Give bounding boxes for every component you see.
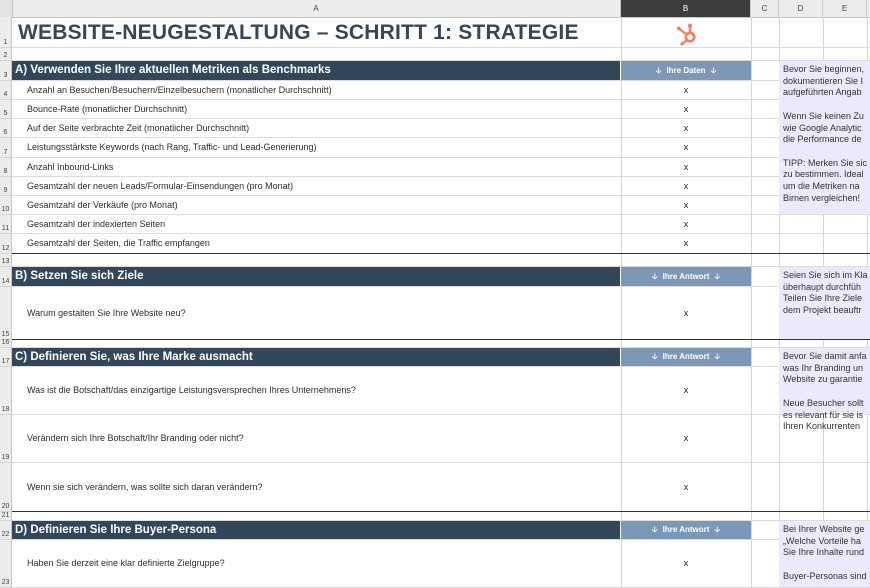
- row-header[interactable]: 8: [0, 158, 12, 177]
- question-label: Leistungsstärkste Keywords (nach Rang, Traffic- und Lead-Generierung): [27, 142, 317, 152]
- row-gridline: [12, 176, 870, 177]
- arrow-down-icon: 🡣: [655, 66, 662, 75]
- row-header[interactable]: 13: [0, 254, 12, 267]
- answer-cell[interactable]: x: [683, 84, 689, 95]
- section-column-label: [621, 348, 751, 366]
- question-label: Bounce-Rate (monatlicher Durchschnitt): [27, 103, 188, 114]
- row-header[interactable]: 15: [0, 287, 12, 340]
- instruction-note: Bei Ihrer Website ge „Welche Vorteile ha Sie Ihre Inhalte rund Buyer-Personas sind: [779, 521, 870, 587]
- question-label: Gesamtzahl der Verkäufe (pro Monat): [27, 199, 178, 210]
- answer-cell[interactable]: x: [683, 307, 689, 318]
- row-header[interactable]: 14: [0, 267, 12, 287]
- hubspot-sprocket-icon: [675, 22, 699, 46]
- section-heading: C) Definieren Sie, was Ihre Marke ausmacht: [12, 348, 620, 366]
- column-header-d[interactable]: D: [779, 0, 823, 17]
- answer-cell[interactable]: x: [683, 481, 689, 492]
- answer-cell[interactable]: x: [683, 218, 689, 229]
- row-gridline: [12, 366, 870, 367]
- instruction-note: Seien Sie sich im Kla überhaupt durchfüh Teilen Sie Ihre Ziele dem Projekt beauftr: [779, 267, 870, 339]
- column-label-text: Ihre Antwort: [662, 272, 710, 281]
- row-header[interactable]: 12: [0, 234, 12, 254]
- row-header[interactable]: 21: [0, 512, 12, 521]
- answer-cell[interactable]: x: [683, 142, 689, 152]
- section-column-label: [621, 61, 751, 80]
- row-gridline: [12, 157, 870, 158]
- question-label: Haben Sie derzeit eine klar definierte Zielgruppe?: [27, 558, 225, 568]
- column-label-text: Ihre Antwort: [662, 525, 710, 534]
- column-gridline: [751, 17, 752, 588]
- row-gridline: [12, 539, 870, 540]
- section-column-label: [621, 521, 751, 539]
- row-header[interactable]: 3: [0, 61, 12, 81]
- question-label: Gesamtzahl der neuen Leads/Formular-Einsendungen (pro Monat): [27, 180, 294, 191]
- arrow-down-icon: 🡣: [651, 352, 658, 361]
- row-gridline: [12, 47, 870, 48]
- row-header[interactable]: 16: [0, 340, 12, 348]
- row-header[interactable]: 9: [0, 177, 12, 196]
- section-divider: [12, 511, 870, 512]
- section-column-label: [621, 267, 751, 286]
- question-label: Warum gestalten Sie Ihre Website neu?: [27, 307, 186, 318]
- row-gridline: [12, 118, 870, 119]
- instruction-note: Bevor Sie beginnen, dokumentieren Sie I aufgeführten Angab Wenn Sie keinen Zu wie Google Analytic die Performance de TIPP: Merken Sie sic zu bestimmen. Ideal um die Metriken na Birnen vergleichen!: [779, 61, 870, 214]
- answer-cell[interactable]: x: [683, 385, 689, 395]
- row-gridline: [12, 195, 870, 196]
- row-header[interactable]: 4: [0, 81, 12, 100]
- arrow-down-icon: 🡣: [710, 66, 717, 75]
- question-label: Verändern sich Ihre Botschaft/Ihr Branding oder nicht?: [27, 433, 244, 443]
- arrow-down-icon: 🡣: [651, 525, 658, 534]
- question-label: Gesamtzahl der indexierten Seiten: [27, 218, 166, 229]
- answer-cell[interactable]: x: [683, 433, 689, 443]
- section-divider: [12, 253, 870, 254]
- question-label: Auf der Seite verbrachte Zeit (monatlicher Durchschnitt): [27, 122, 250, 133]
- answer-cell[interactable]: x: [683, 180, 689, 191]
- row-header[interactable]: 17: [0, 348, 12, 367]
- row-header[interactable]: 5: [0, 100, 12, 119]
- row-header[interactable]: 1: [0, 17, 12, 48]
- answer-cell[interactable]: x: [683, 199, 689, 210]
- question-label: Anzahl an Besuchen/Besuchern/Einzelbesuchern (monatlicher Durchschnitt): [27, 84, 332, 95]
- section-heading: A) Verwenden Sie Ihre aktuellen Metriken als Benchmarks: [12, 61, 620, 80]
- section-divider: [12, 339, 870, 340]
- row-header[interactable]: 23: [0, 540, 12, 588]
- column-label-text: Ihre Antwort: [662, 352, 710, 361]
- answer-cell[interactable]: x: [683, 558, 689, 568]
- row-gridline: [12, 414, 870, 415]
- row-header[interactable]: 10: [0, 196, 12, 215]
- question-label: Was ist die Botschaft/das einzigartige Leistungsversprechen Ihres Unternehmens?: [27, 385, 356, 395]
- row-header[interactable]: 20: [0, 463, 12, 512]
- section-heading: D) Definieren Sie Ihre Buyer-Persona: [12, 521, 620, 539]
- arrow-down-icon: 🡣: [714, 352, 721, 361]
- row-header[interactable]: 18: [0, 367, 12, 415]
- column-header-e[interactable]: E: [823, 0, 867, 17]
- answer-cell[interactable]: x: [683, 103, 689, 114]
- answer-cell[interactable]: x: [683, 238, 689, 248]
- arrow-down-icon: 🡣: [651, 272, 658, 281]
- row-header[interactable]: 22: [0, 521, 12, 540]
- row-gridline: [12, 99, 870, 100]
- row-header[interactable]: 6: [0, 119, 12, 138]
- row-header[interactable]: 19: [0, 415, 12, 463]
- row-gridline: [12, 214, 870, 215]
- row-gridline: [12, 462, 870, 463]
- row-gridline: [12, 286, 870, 287]
- section-heading: B) Setzen Sie sich Ziele: [12, 267, 620, 286]
- answer-cell[interactable]: x: [683, 122, 689, 133]
- column-header-bar: [0, 0, 870, 18]
- question-label: Wenn sie sich verändern, was sollte sich daran verändern?: [27, 481, 263, 492]
- column-header-b[interactable]: B: [621, 0, 751, 17]
- row-gridline: [12, 233, 870, 234]
- row-gridline: [12, 137, 870, 138]
- row-gridline: [12, 80, 870, 81]
- question-label: Gesamtzahl der Seiten, die Traffic empfangen: [27, 238, 210, 248]
- arrow-down-icon: 🡣: [714, 272, 721, 281]
- instruction-note: Bevor Sie damit anfa was Ihr Branding un Website zu garantie Neue Besucher sollt es relevant für sie is Ihren Konkurrenten: [779, 348, 870, 414]
- column-header-a[interactable]: A: [12, 0, 621, 17]
- sheet-title: WEBSITE-NEUGESTALTUNG – SCHRITT 1: STRATEGIE: [18, 21, 579, 44]
- arrow-down-icon: 🡣: [714, 525, 721, 534]
- row-header[interactable]: 2: [0, 48, 12, 61]
- question-label: Anzahl Inbound-Links: [27, 161, 114, 172]
- row-header[interactable]: 7: [0, 138, 12, 158]
- row-header[interactable]: 11: [0, 215, 12, 234]
- answer-cell[interactable]: x: [683, 161, 689, 172]
- column-header-c[interactable]: C: [751, 0, 779, 17]
- column-label-text: Ihre Daten: [666, 66, 706, 75]
